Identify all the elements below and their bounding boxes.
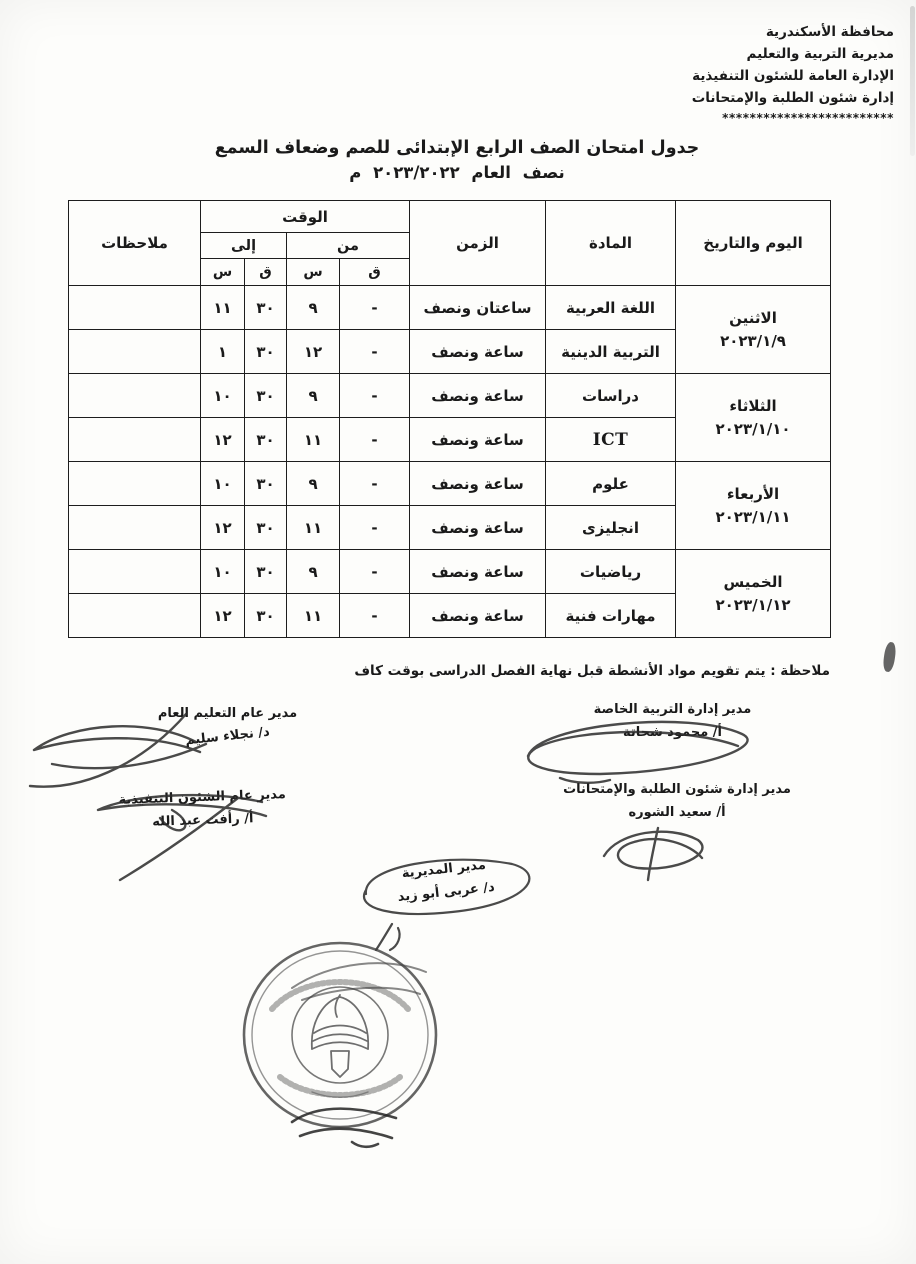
to-minutes-cell: ٣٠ — [245, 286, 287, 330]
signature-title: مدير إدارة شئون الطلبة والإمتحانات — [563, 782, 791, 797]
signature-directorate-director — [358, 851, 531, 911]
from-minutes-cell: - — [340, 506, 410, 550]
letterhead-administration: الإدارة العامة للشئون التنفيذية — [692, 67, 894, 84]
notes-cell — [69, 550, 201, 594]
from-hours-cell: ٩ — [287, 550, 340, 594]
to-hours-cell: ١٠ — [201, 462, 245, 506]
signature-title: مدير عام الشئون التنفيذية — [118, 787, 287, 808]
scan-smudge-blob — [882, 641, 897, 672]
document-title — [62, 138, 852, 182]
signature-title: مدير المديرية — [401, 857, 487, 882]
duration-cell: ساعتان ونصف — [410, 286, 546, 330]
to-hours-cell: ١١ — [201, 286, 245, 330]
footnote: ملاحظة : يتم تقويم مواد الأنشطة قبل نهاية الفصل الدراسى بوقت كاف — [354, 663, 830, 679]
signature-title: مدير إدارة التربية الخاصة — [593, 702, 752, 717]
signature-title: مدير عام التعليم العام — [157, 706, 298, 721]
notes-cell — [69, 286, 201, 330]
to-minutes-cell: ٣٠ — [245, 594, 287, 638]
day-date: ٢٠٢٣/١/١١ — [715, 507, 791, 526]
to-hours-cell: ١ — [201, 330, 245, 374]
from-minutes-cell: - — [340, 462, 410, 506]
signature-name: أ/ رأفت عبد الله — [152, 810, 254, 830]
notes-cell — [69, 330, 201, 374]
to-minutes-cell: ٣٠ — [245, 462, 287, 506]
to-minutes-cell: ٣٠ — [245, 374, 287, 418]
to-hours-cell: ١٠ — [201, 374, 245, 418]
header-to-minutes: ق — [245, 259, 287, 286]
table-row — [69, 286, 831, 330]
duration-cell: ساعة ونصف — [410, 550, 546, 594]
from-minutes-cell: - — [340, 594, 410, 638]
exam-schedule-table — [68, 200, 831, 638]
header-notes: ملاحظات — [69, 201, 201, 286]
title-line-2: نصف العام ٢٠٢٣/٢٠٢٢ م — [349, 163, 565, 182]
letterhead-department: إدارة شئون الطلبة والإمتحانات — [691, 89, 894, 106]
signature-name: أ/ سعيد الشوره — [628, 804, 726, 820]
table-row — [69, 462, 831, 506]
subject-cell: انجليزى — [546, 506, 676, 550]
duration-cell: ساعة ونصف — [410, 506, 546, 550]
from-hours-cell: ٩ — [287, 374, 340, 418]
letterhead — [692, 22, 894, 129]
day-date: ٢٠٢٣/١/١٢ — [715, 595, 791, 614]
signature-student-affairs-director — [558, 780, 796, 822]
signature-scribble-right-mid — [604, 828, 702, 880]
from-hours-cell: ٩ — [287, 462, 340, 506]
from-minutes-cell: - — [340, 330, 410, 374]
notes-cell — [69, 506, 201, 550]
header-subject: المادة — [546, 201, 676, 286]
from-hours-cell: ١١ — [287, 418, 340, 462]
eagle-emblem-icon — [312, 995, 368, 1077]
header-to-hours: س — [201, 259, 245, 286]
table-row — [69, 550, 831, 594]
to-minutes-cell: ٣٠ — [245, 550, 287, 594]
header-time: الوقت — [201, 201, 410, 233]
signature-special-education-director — [575, 700, 770, 742]
day-date: ٢٠٢٣/١/١٠ — [715, 419, 791, 438]
from-minutes-cell: - — [340, 286, 410, 330]
signature-general-education-director — [145, 704, 310, 746]
day-cell — [676, 462, 831, 550]
from-hours-cell: ١١ — [287, 594, 340, 638]
subject-cell: مهارات فنية — [546, 594, 676, 638]
stamp-rim-text-top — [272, 982, 408, 1009]
from-minutes-cell: - — [340, 418, 410, 462]
signature-name: د/ نجلاء سليم — [184, 724, 271, 748]
to-hours-cell: ١٢ — [201, 418, 245, 462]
to-hours-cell: ١٢ — [201, 506, 245, 550]
day-cell — [676, 550, 831, 638]
header-duration: الزمن — [410, 201, 546, 286]
header-from-hours: س — [287, 259, 340, 286]
letterhead-governorate: محافظة الأسكندرية — [765, 24, 894, 40]
from-hours-cell: ٩ — [287, 286, 340, 330]
header-from-minutes: ق — [340, 259, 410, 286]
duration-cell: ساعة ونصف — [410, 330, 546, 374]
day-date: ٢٠٢٣/١/٩ — [720, 331, 786, 350]
from-minutes-cell: - — [340, 374, 410, 418]
notes-cell — [69, 418, 201, 462]
day-name: الخميس — [723, 573, 783, 591]
stamp-rim-text-bottom — [280, 1077, 400, 1095]
signature-executive-affairs-director — [94, 784, 310, 833]
subject-cell: رياضيات — [546, 550, 676, 594]
notes-cell — [69, 594, 201, 638]
to-hours-cell: ١٢ — [201, 594, 245, 638]
duration-cell: ساعة ونصف — [410, 374, 546, 418]
header-day: اليوم والتاريخ — [676, 201, 831, 286]
subject-cell: علوم — [546, 462, 676, 506]
to-minutes-cell: ٣٠ — [245, 330, 287, 374]
duration-cell: ساعة ونصف — [410, 462, 546, 506]
table-row — [69, 374, 831, 418]
subject-cell: ICT — [546, 418, 676, 462]
handwriting-below-stamp — [292, 1109, 396, 1147]
day-name: الأربعاء — [726, 485, 780, 503]
subject-cell: دراسات — [546, 374, 676, 418]
from-hours-cell: ١٢ — [287, 330, 340, 374]
subject-cell: اللغة العربية — [546, 286, 676, 330]
title-line-1: جدول امتحان الصف الرابع الإبتدائى للصم وضعاف السمع — [214, 138, 700, 158]
duration-cell: ساعة ونصف — [410, 418, 546, 462]
notes-cell — [69, 462, 201, 506]
to-minutes-cell: ٣٠ — [245, 418, 287, 462]
subject-cell: التربية الدينية — [546, 330, 676, 374]
notes-cell — [69, 374, 201, 418]
signature-name: د/ عربى أبو زيد — [396, 879, 496, 905]
from-minutes-cell: - — [340, 550, 410, 594]
to-minutes-cell: ٣٠ — [245, 506, 287, 550]
day-name: الاثنين — [729, 309, 777, 327]
signature-name: أ/ محمود شحاتة — [622, 724, 722, 740]
header-time-from: من — [287, 233, 410, 259]
to-hours-cell: ١٠ — [201, 550, 245, 594]
official-stamp — [244, 943, 436, 1127]
day-name: الثلاثاء — [729, 397, 777, 415]
header-time-to: إلى — [201, 233, 287, 259]
day-cell — [676, 286, 831, 374]
letterhead-separator: ************************* — [722, 111, 894, 126]
scan-smudge-edge — [910, 6, 915, 156]
handwriting-above-stamp — [292, 963, 426, 1000]
from-hours-cell: ١١ — [287, 506, 340, 550]
letterhead-directorate: مديرية التربية والتعليم — [746, 45, 894, 62]
day-cell — [676, 374, 831, 462]
duration-cell: ساعة ونصف — [410, 594, 546, 638]
